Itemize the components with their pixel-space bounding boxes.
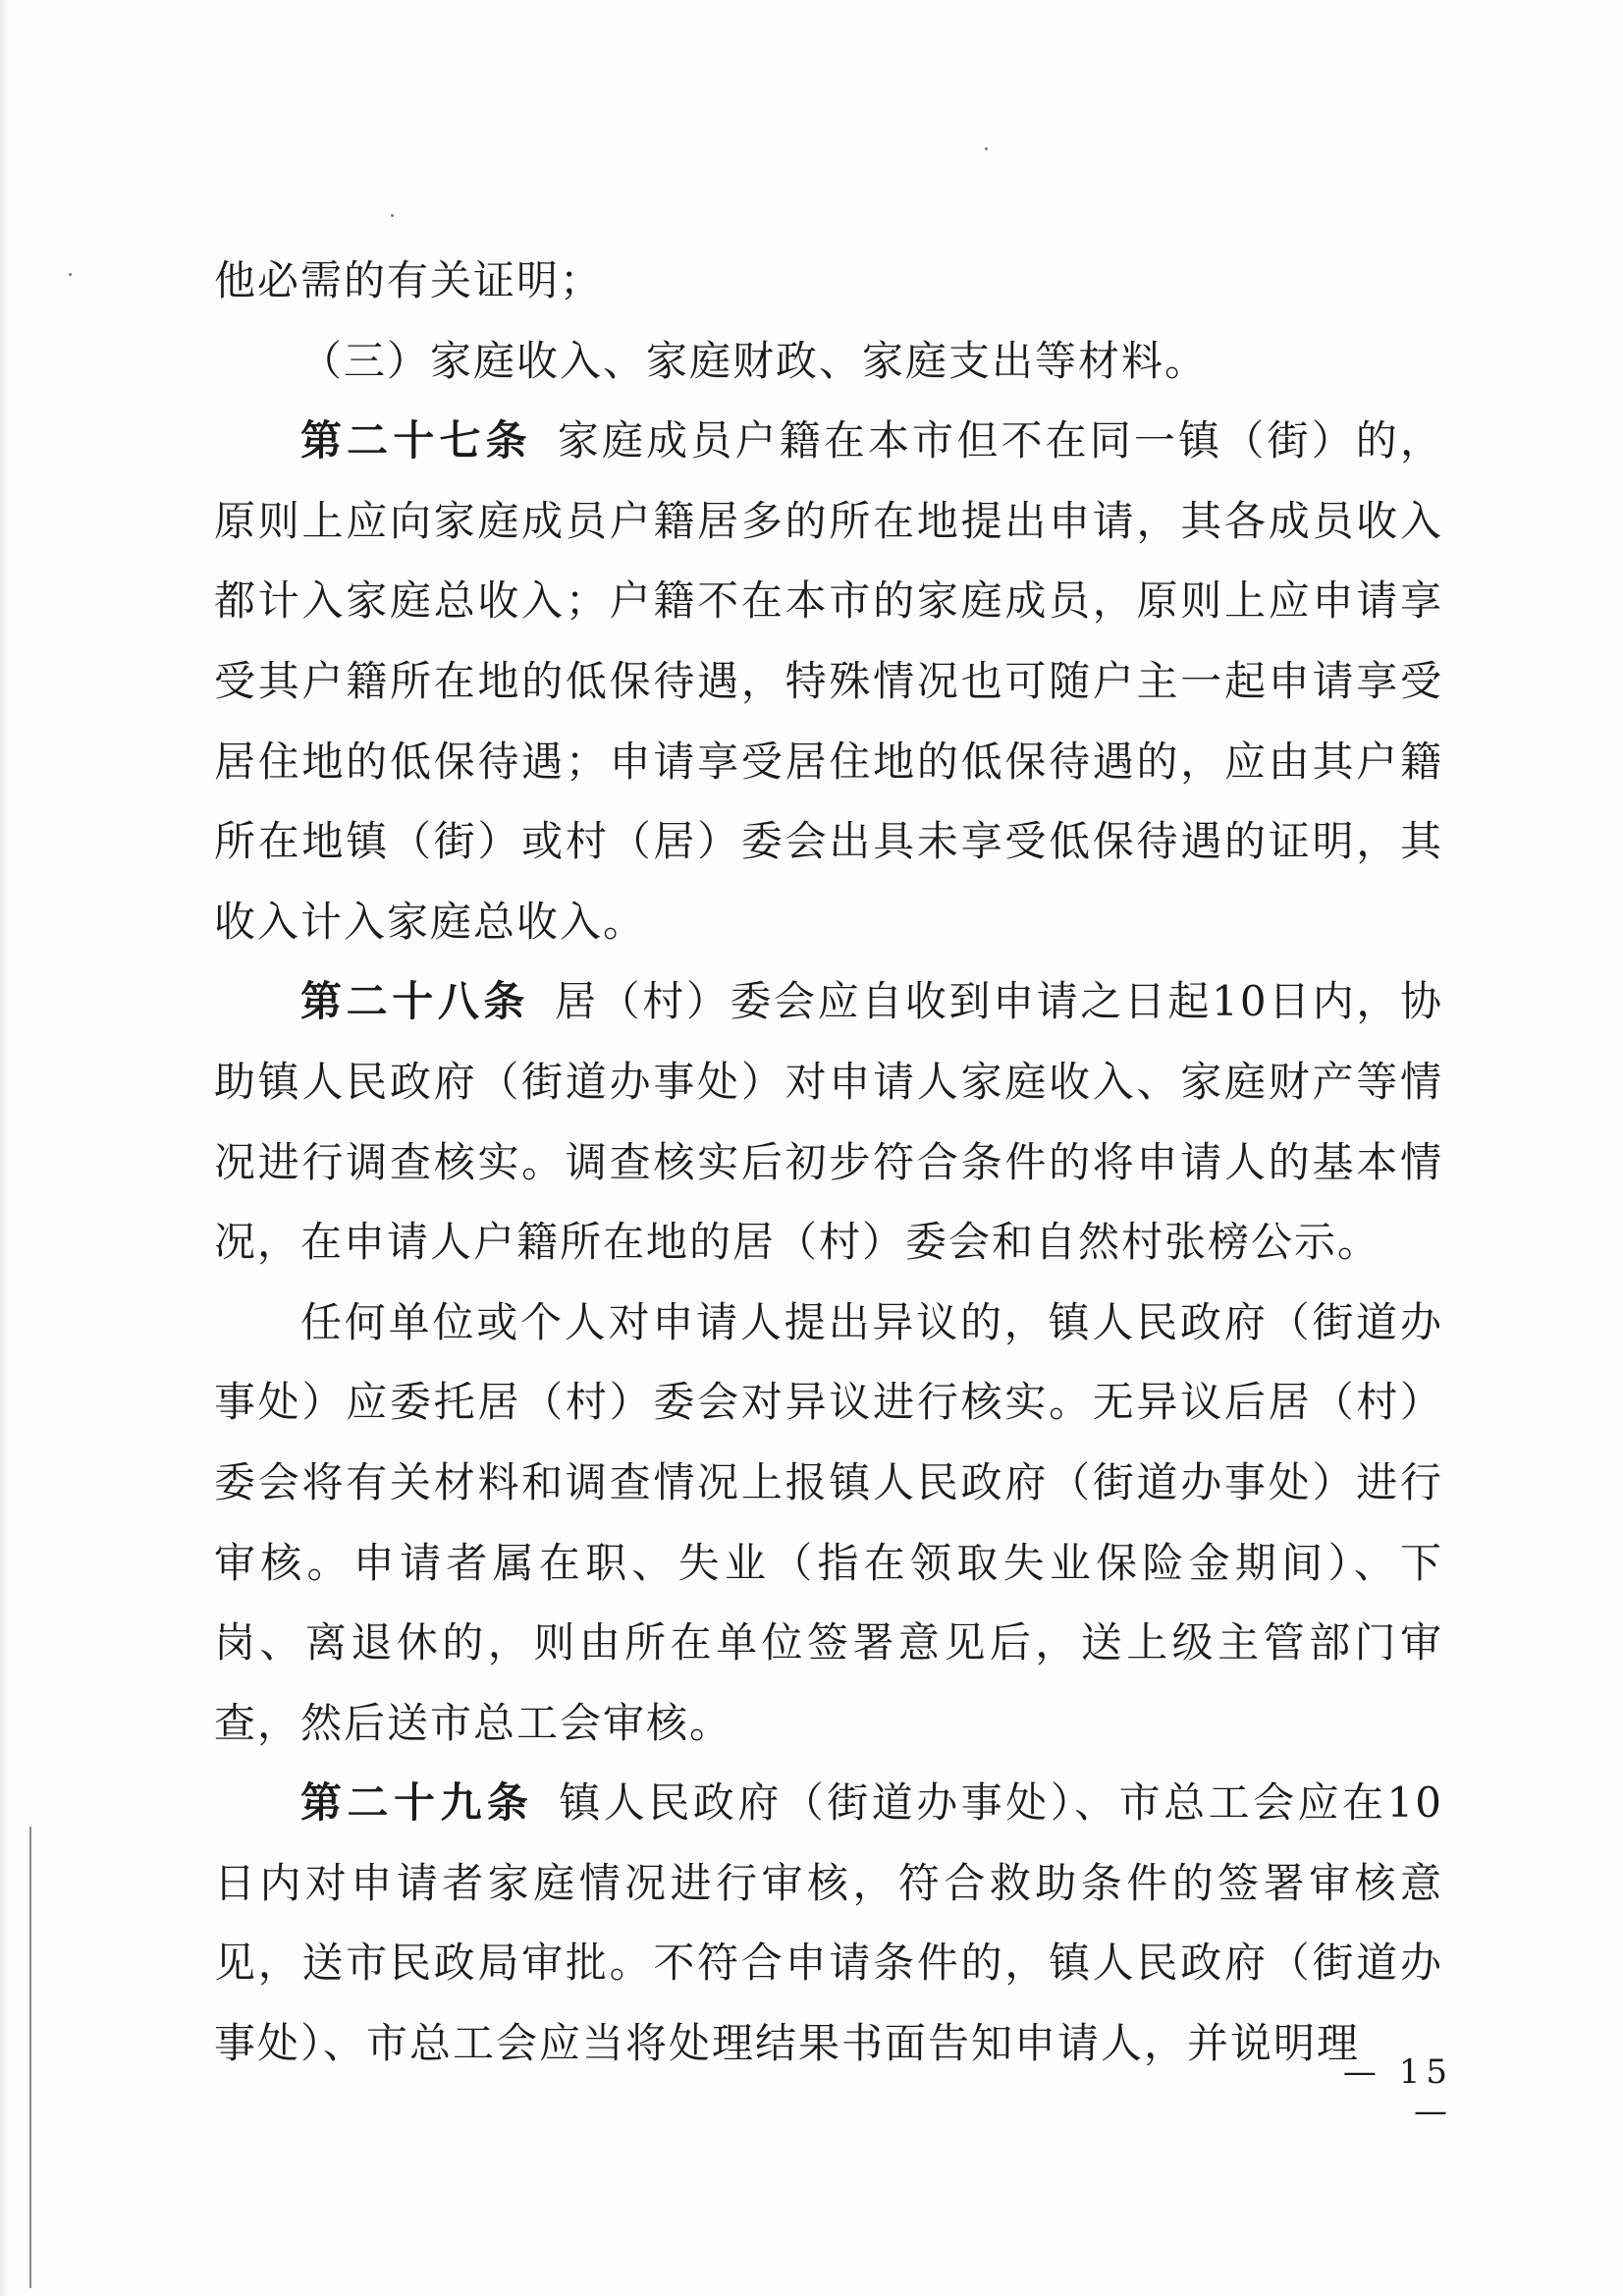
scan-speck: [391, 214, 394, 217]
paragraph-article-29: [214, 1763, 1443, 2083]
scan-artifact-line: [29, 1827, 31, 2288]
scan-speck: [69, 273, 72, 276]
paragraph-article-27: [214, 401, 1443, 961]
paragraph-article-28: [214, 961, 1443, 1282]
paragraph-item-three: [214, 321, 1443, 402]
scan-shadow: [0, 0, 10, 2296]
article-number: 第二十八条: [300, 977, 530, 1026]
paragraph-text: 任何单位或个人对申请人提出异议的，镇人民政府（街道办事处）应委托居（村）委会对异议进行核实。无异议后居（村）委会将有关材料和调查情况上报镇人民政府（街道办事处）进行审核。申请者属在职、失业（指在领取失业保险金期间）、下岗、离退休的，则由所在单位签署意见后，送上级主管部门审查，然后送市总工会审核。: [214, 1297, 1443, 1747]
article-number: 第二十九条: [300, 1778, 534, 1828]
paragraph-text: 镇人民政府（街道办事处）、市总工会应在10日内对申请者家庭情况进行审核，符合救助条件的签署审核意见，送市民政局审批。不符合申请条件的，镇人民政府（街道办事处）、市总工会应当将处理结果书面告知申请人，并说明理: [214, 1778, 1443, 2068]
paragraph-continuation: [214, 241, 1443, 321]
paragraph-text: 居（村）委会应自收到申请之日起10日内，协助镇人民政府（街道办事处）对申请人家庭收入、家庭财产等情况进行调查核实。调查核实后初步符合条件的将申请人的基本情况，在申请人户籍所在地的居（村）委会和自然村张榜公示。: [214, 977, 1443, 1267]
document-body: [214, 241, 1443, 2084]
paragraph-text: （三）家庭收入、家庭财政、家庭支出等材料。: [300, 336, 1209, 385]
scan-speck: [985, 147, 988, 150]
article-number: 第二十七条: [300, 416, 532, 465]
paragraph-text: 家庭成员户籍在本市但不在同一镇（街）的，原则上应向家庭成员户籍居多的所在地提出申请，其各成员收入都计入家庭总收入；户籍不在本市的家庭成员，原则上应申请享受其户籍所在地的低保待遇，特殊情况也可随户主一起申请享受居住地的低保待遇；申请享受居住地的低保待遇的，应由其户籍所在地镇（街）或村（居）委会出具未享受低保待遇的证明，其收入计入家庭总收入。: [214, 416, 1443, 946]
paragraph-text: 他必需的有关证明；: [214, 256, 604, 304]
paragraph-objection: [214, 1283, 1443, 1764]
page-number: — 15 —: [1342, 2052, 1453, 2131]
